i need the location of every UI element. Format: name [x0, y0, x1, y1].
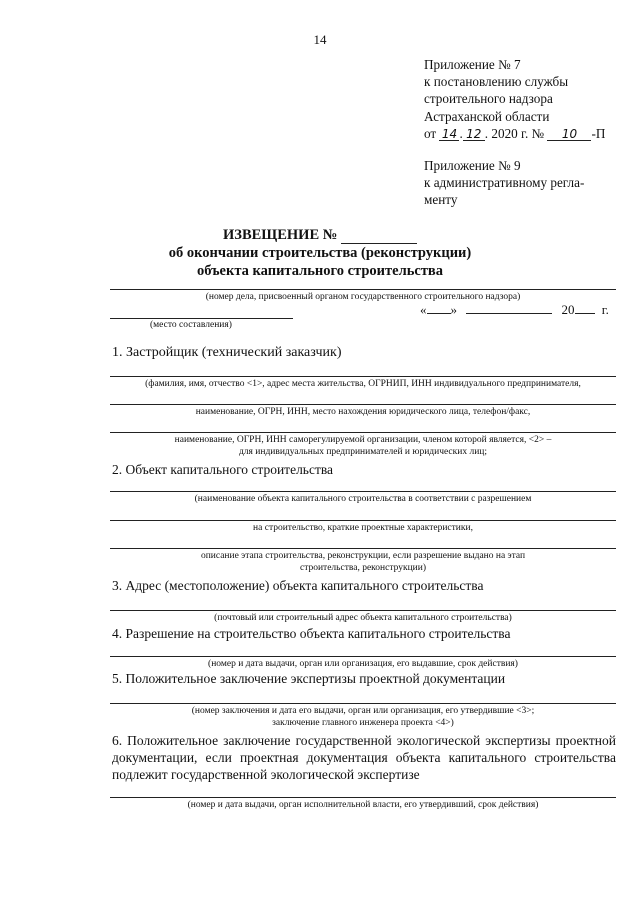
section-6-line[interactable] — [110, 797, 616, 798]
section-1-line-c[interactable] — [110, 432, 616, 433]
appendix-7-date-line: от 14 . 12 . 2020 г. № 10 -П — [424, 125, 606, 141]
date-year: 2020 г. № — [491, 125, 545, 141]
appendix-9-line3: менту — [424, 192, 458, 208]
place-caption: (место составления) — [150, 320, 232, 330]
section-2-line-a[interactable] — [110, 491, 616, 492]
section-6-heading: 6. Положительное заключение государственной экологической экспертизы проектной документации, если проектная документация объекта капитального строительства подлежит государственной экологической экспертизе — [112, 733, 616, 782]
page-number: 14 — [313, 32, 327, 47]
appendix-9-line2: к административному регла- — [424, 175, 585, 191]
appendix-7-block — [424, 56, 605, 142]
handwritten-doc-number: 10 — [547, 128, 591, 141]
section-5-line[interactable] — [110, 703, 616, 704]
section-3-line[interactable] — [110, 610, 616, 611]
document-title — [0, 226, 640, 280]
case-number-line[interactable] — [110, 289, 616, 290]
appendix-7-title: Приложение № 7 — [424, 57, 521, 72]
notice-number-blank[interactable] — [341, 229, 417, 244]
section-5-caption-b: заключение главного инженера проекта <4>) — [272, 718, 454, 728]
place-line[interactable] — [110, 318, 293, 319]
section-4-caption: (номер и дата выдачи, орган или организация, его выдавшие, срок действия) — [208, 659, 518, 669]
section-2-caption-c: описание этапа строительства, реконструкции, если разрешение выдано на этап — [200, 551, 526, 561]
section-3-caption: (почтовый или строительный адрес объекта капитального строительства) — [214, 613, 512, 623]
section-4-line[interactable] — [110, 656, 616, 657]
section-2-line-c[interactable] — [110, 548, 616, 549]
section-1-line-a[interactable] — [110, 376, 616, 377]
section-5-caption-a: (номер заключения и дата его выдачи, орган или организация, его утвердившие <3>; — [191, 706, 535, 716]
section-1-heading: 1. Застройщик (технический заказчик) — [112, 345, 342, 360]
section-1-caption-a: (фамилия, имя, отчество <1>, адрес места жительства, ОГРНИП, ИНН индивидуального предпринимателя, — [145, 379, 581, 389]
section-1-line-b[interactable] — [110, 404, 616, 405]
section-4-heading: 4. Разрешение на строительство объекта капитального строительства — [112, 626, 511, 641]
appendix-9-title: Приложение № 9 — [424, 158, 521, 173]
section-6-caption: (номер и дата выдачи, орган исполнительной власти, его утвердивший, срок действия) — [187, 800, 539, 810]
handwritten-day: 14 — [439, 128, 459, 141]
section-5-heading: 5. Положительное заключение экспертизы проектной документации — [112, 671, 506, 686]
title-line-1: ИЗВЕЩЕНИЕ № — [0, 226, 640, 244]
appendix-9-block — [424, 157, 584, 209]
section-3-heading: 3. Адрес (местоположение) объекта капитального строительства — [112, 578, 484, 593]
title-line-2: об окончании строительства (реконструкции) — [168, 245, 472, 261]
section-1-caption-d: для индивидуальных предпринимателей и юридических лиц; — [238, 447, 488, 457]
day-blank[interactable] — [427, 302, 451, 314]
section-2-heading: 2. Объект капитального строительства — [112, 462, 334, 477]
date-prefix: от — [424, 125, 437, 141]
month-blank[interactable] — [466, 302, 552, 314]
appendix-7-line3: строительного надзора — [424, 91, 553, 107]
handwritten-month: 12 — [463, 128, 485, 141]
title-line-3: объекта капитального строительства — [196, 263, 444, 279]
section-2-caption-b: на строительство, краткие проектные характеристики, — [253, 523, 473, 533]
section-2-line-b[interactable] — [110, 520, 616, 521]
year-blank[interactable] — [575, 302, 595, 314]
section-1-caption-c: наименование, ОГРН, ИНН саморегулируемой организации, членом которой является, <2> – — [174, 435, 552, 445]
section-1-caption-b: наименование, ОГРН, ИНН, место нахождения юридического лица, телефон/факс, — [195, 407, 531, 417]
case-number-caption: (номер дела, присвоенный органом государственного строительного надзора) — [205, 292, 521, 302]
doc-number-suffix: -П — [591, 125, 606, 141]
section-2-caption-d: строительства, реконструкции) — [299, 563, 427, 573]
appendix-7-line2: к постановлению службы — [424, 74, 569, 90]
appendix-7-line4: Астраханской области — [424, 108, 550, 124]
date-fields: « » 20 г. — [420, 302, 609, 317]
section-2-caption-a: (наименование объекта капитального строительства в соответствии с разрешением — [194, 494, 532, 504]
